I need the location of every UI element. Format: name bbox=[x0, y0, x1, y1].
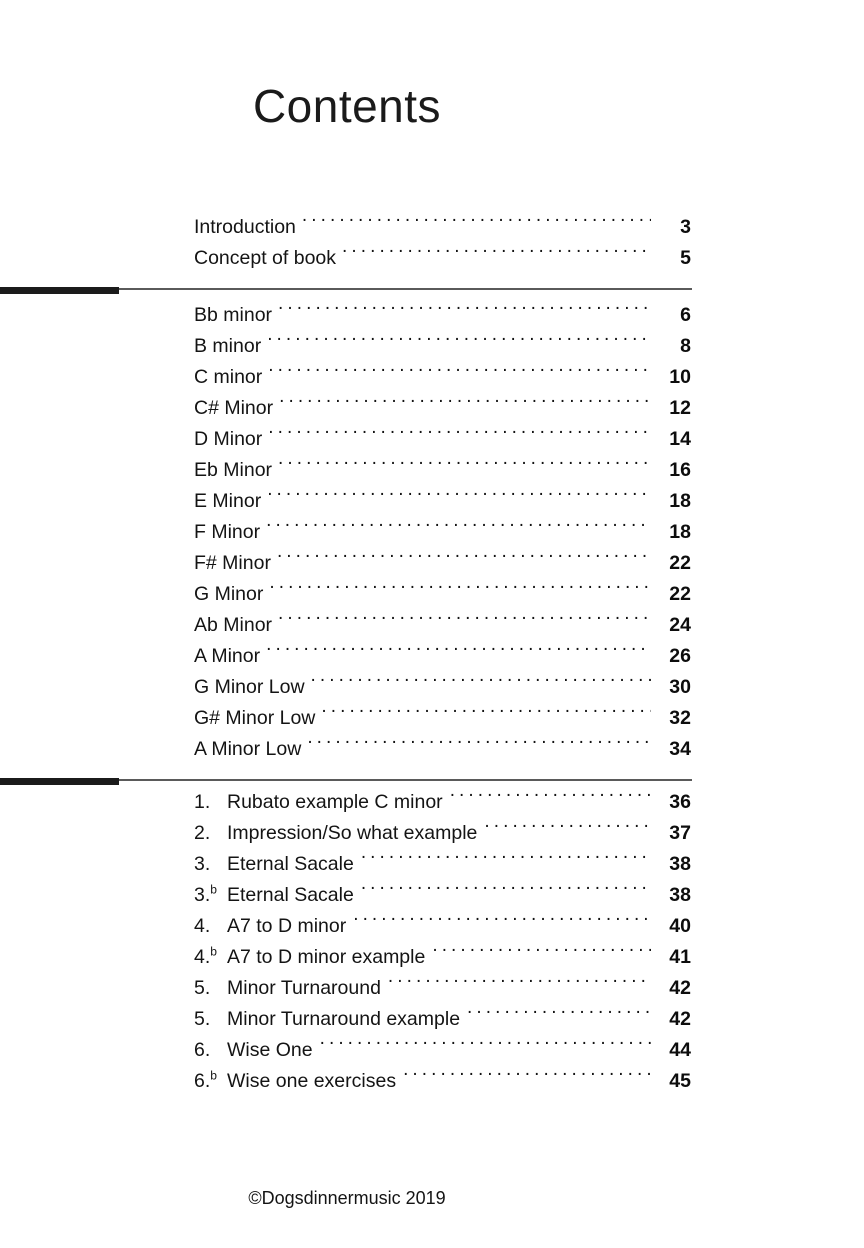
toc-entry-page-number: 16 bbox=[669, 459, 691, 481]
toc-entry-label: F Minor bbox=[194, 521, 261, 543]
toc-entry[interactable] bbox=[194, 243, 691, 274]
toc-entry-page-number: 18 bbox=[669, 490, 691, 512]
divider-thick-block bbox=[0, 778, 119, 785]
toc-entry[interactable] bbox=[194, 486, 691, 517]
toc-entry-page-number: 8 bbox=[680, 335, 691, 357]
dot-leader bbox=[484, 820, 651, 840]
dot-leader bbox=[353, 913, 651, 933]
toc-entry[interactable] bbox=[194, 734, 691, 765]
dot-leader bbox=[266, 519, 651, 539]
toc-entry-label: Introduction bbox=[194, 216, 296, 238]
toc-entry[interactable] bbox=[194, 787, 691, 818]
flat-symbol: b bbox=[210, 944, 217, 959]
toc-entry-label: F# Minor bbox=[194, 552, 271, 574]
dot-leader bbox=[403, 1068, 651, 1088]
toc-entry[interactable] bbox=[194, 610, 691, 641]
toc-entry[interactable] bbox=[194, 818, 691, 849]
dot-leader bbox=[278, 457, 651, 477]
toc-entry-page-number: 38 bbox=[669, 853, 691, 875]
toc-entry-number: 5. bbox=[194, 977, 211, 999]
flat-symbol: b bbox=[210, 882, 217, 897]
toc-entry-label: Concept of book bbox=[194, 247, 337, 269]
toc-entry[interactable] bbox=[194, 703, 691, 734]
toc-entry[interactable] bbox=[194, 517, 691, 548]
toc-entry-number: 6.$^b$ bbox=[194, 1068, 217, 1092]
toc-entry-number: 4. bbox=[194, 915, 211, 937]
toc-entry-label: E Minor bbox=[194, 490, 262, 512]
toc-entry-page-number: 42 bbox=[669, 1008, 691, 1030]
toc-entry-label: A7 to D minor example bbox=[227, 946, 426, 968]
toc-section-front-matter bbox=[194, 212, 691, 274]
toc-entry[interactable] bbox=[194, 579, 691, 610]
toc-entry-number: 1. bbox=[194, 791, 211, 813]
dot-leader bbox=[267, 333, 651, 353]
toc-entry[interactable] bbox=[194, 424, 691, 455]
toc-entry[interactable] bbox=[194, 548, 691, 579]
toc-section-exercises bbox=[194, 787, 691, 1097]
toc-entry-label: Bb minor bbox=[194, 304, 273, 326]
toc-entry-label: A Minor bbox=[194, 645, 261, 667]
dot-leader bbox=[321, 705, 651, 725]
toc-entry-page-number: 24 bbox=[669, 614, 691, 636]
toc-entry-page-number: 44 bbox=[669, 1039, 691, 1061]
toc-entry-label: Wise one exercises bbox=[227, 1070, 397, 1092]
toc-entry-page-number: 45 bbox=[669, 1070, 691, 1092]
toc-entry[interactable] bbox=[194, 641, 691, 672]
toc-entry-page-number: 41 bbox=[669, 946, 691, 968]
dot-leader bbox=[279, 395, 651, 415]
toc-entry[interactable] bbox=[194, 455, 691, 486]
toc-entry-page-number: 36 bbox=[669, 791, 691, 813]
dot-leader bbox=[302, 214, 651, 234]
toc-entry-number: 2. bbox=[194, 822, 211, 844]
toc-entry[interactable] bbox=[194, 849, 691, 880]
toc-entry[interactable] bbox=[194, 1035, 691, 1066]
toc-entry-number: 6. bbox=[194, 1039, 211, 1061]
toc-entry-page-number: 6 bbox=[680, 304, 691, 326]
dot-leader bbox=[467, 1006, 651, 1026]
dot-leader bbox=[268, 426, 651, 446]
toc-entry-page-number: 22 bbox=[669, 583, 691, 605]
dot-leader bbox=[269, 581, 651, 601]
toc-entry-page-number: 42 bbox=[669, 977, 691, 999]
toc-entry[interactable] bbox=[194, 1066, 691, 1097]
divider-thick-block bbox=[0, 287, 119, 294]
copyright-footer: ©Dogsdinnermusic 2019 bbox=[248, 1188, 446, 1208]
toc-entry[interactable] bbox=[194, 672, 691, 703]
dot-leader bbox=[278, 302, 651, 322]
toc-entry-number: 4.$^b$ bbox=[194, 944, 217, 968]
toc-entry-page-number: 12 bbox=[669, 397, 691, 419]
toc-entry-number: 3. bbox=[194, 853, 211, 875]
toc-entry-page-number: 26 bbox=[669, 645, 691, 667]
flat-symbol: b bbox=[210, 1068, 217, 1083]
toc-entry-page-number: 22 bbox=[669, 552, 691, 574]
toc-entry-page-number: 14 bbox=[669, 428, 691, 450]
toc-entry-label: Eternal Sacale bbox=[227, 884, 354, 906]
toc-entry-label: G# Minor Low bbox=[194, 707, 316, 729]
toc-entry-page-number: 40 bbox=[669, 915, 691, 937]
dot-leader bbox=[307, 736, 651, 756]
toc-entry[interactable] bbox=[194, 393, 691, 424]
dot-leader bbox=[266, 643, 651, 663]
page-title: Contents bbox=[252, 79, 442, 132]
toc-entry[interactable] bbox=[194, 362, 691, 393]
toc-entry-label: A7 to D minor bbox=[227, 915, 347, 937]
toc-entry-label: Ab Minor bbox=[194, 614, 273, 636]
dot-leader bbox=[361, 851, 651, 871]
dot-leader bbox=[277, 550, 651, 570]
toc-entry-page-number: 32 bbox=[669, 707, 691, 729]
toc-entry-page-number: 34 bbox=[669, 738, 691, 760]
toc-entry-label: A Minor Low bbox=[194, 738, 302, 760]
toc-entry-page-number: 10 bbox=[669, 366, 691, 388]
table-of-contents bbox=[194, 212, 691, 1097]
toc-entry-label: Eb Minor bbox=[194, 459, 273, 481]
toc-entry[interactable] bbox=[194, 973, 691, 1004]
dot-leader bbox=[388, 975, 651, 995]
toc-entry-label: G Minor Low bbox=[194, 676, 305, 698]
toc-entry-page-number: 5 bbox=[680, 247, 691, 269]
toc-section-minor-scales bbox=[194, 300, 691, 765]
toc-entry-label: Impression/So what example bbox=[227, 822, 478, 844]
dot-leader bbox=[320, 1037, 651, 1057]
toc-entry-page-number: 37 bbox=[669, 822, 691, 844]
toc-entry-number: 3.$^b$ bbox=[194, 882, 217, 906]
toc-entry[interactable] bbox=[194, 880, 691, 911]
section-spacer bbox=[194, 765, 691, 787]
dot-leader bbox=[432, 944, 651, 964]
toc-entry-page-number: 3 bbox=[680, 216, 691, 238]
toc-entry[interactable] bbox=[194, 1004, 691, 1035]
dot-leader bbox=[450, 789, 651, 809]
dot-leader bbox=[311, 674, 651, 694]
toc-entry-label: G Minor bbox=[194, 583, 264, 605]
toc-entry-label: C minor bbox=[194, 366, 263, 388]
toc-entry[interactable] bbox=[194, 942, 691, 973]
toc-entry-label: Minor Turnaround bbox=[227, 977, 381, 999]
toc-entry-label: D Minor bbox=[194, 428, 263, 450]
toc-entry[interactable] bbox=[194, 212, 691, 243]
section-spacer bbox=[194, 274, 691, 300]
toc-entry-label: B minor bbox=[194, 335, 262, 357]
dot-leader bbox=[342, 245, 651, 265]
toc-entry[interactable] bbox=[194, 911, 691, 942]
toc-entry-page-number: 38 bbox=[669, 884, 691, 906]
dot-leader bbox=[361, 882, 651, 902]
toc-entry[interactable] bbox=[194, 300, 691, 331]
dot-leader bbox=[268, 364, 651, 384]
toc-entry-label: Wise One bbox=[227, 1039, 313, 1061]
toc-entry-page-number: 18 bbox=[669, 521, 691, 543]
toc-entry-number: 5. bbox=[194, 1008, 211, 1030]
toc-entry-page-number: 30 bbox=[669, 676, 691, 698]
dot-leader bbox=[278, 612, 651, 632]
toc-entry-label: Minor Turnaround example bbox=[227, 1008, 461, 1030]
toc-entry[interactable] bbox=[194, 331, 691, 362]
dot-leader bbox=[267, 488, 651, 508]
toc-entry-label: Rubato example C minor bbox=[227, 791, 443, 813]
toc-entry-label: Eternal Sacale bbox=[227, 853, 354, 875]
toc-entry-label: C# Minor bbox=[194, 397, 274, 419]
